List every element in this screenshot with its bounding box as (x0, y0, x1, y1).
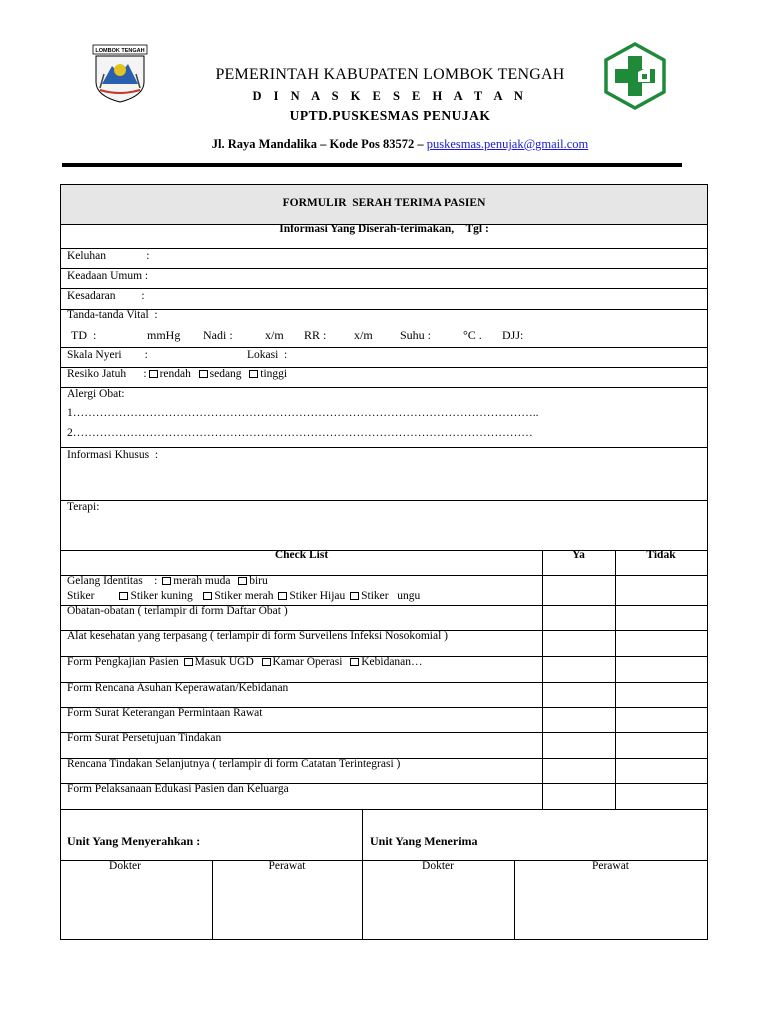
vital-xm-rr: x/m (354, 328, 373, 342)
form-title: FORMULIR SERAH TERIMA PASIEN (282, 197, 486, 209)
col-divider (615, 550, 616, 809)
option-kamar-operasi: Kamar Operasi (272, 656, 343, 668)
option-rendah: rendah (159, 368, 191, 380)
divider (61, 447, 707, 448)
checklist-item-pengkajian (67, 656, 423, 668)
stiker-row (67, 590, 420, 602)
handover-form (60, 184, 708, 940)
checkbox[interactable] (278, 592, 287, 600)
keadaan-umum-label: Keadaan Umum : (67, 270, 149, 282)
sign-perawat-menerima: Perawat (591, 860, 630, 872)
checklist-item-alat: Alat kesehatan yang terpasang ( terlampir di form Surveilens Infeksi Nosokomial ) (67, 630, 448, 642)
checklist-item-edukasi: Form Pelaksanaan Edukasi Pasien dan Keluarga (67, 783, 289, 795)
divider (61, 248, 707, 249)
divider (61, 387, 707, 388)
option-merah-muda: merah muda (173, 575, 231, 587)
vital-td: TD : (71, 328, 97, 342)
informasi-khusus-label: Informasi Khusus : (67, 449, 159, 461)
lokasi-label: Lokasi : (247, 349, 288, 361)
keluhan-label: Keluhan : (67, 250, 150, 262)
checkbox[interactable] (238, 577, 247, 585)
checklist-item-obat: Obatan-obatan ( terlampir di form Daftar Obat ) (67, 605, 288, 617)
pengkajian-label: Form Pengkajian Pasien (67, 656, 179, 668)
vital-suhu: Suhu : (400, 328, 432, 342)
resiko-jatuh-label: Resiko Jatuh (67, 368, 127, 380)
vital-nadi: Nadi : (203, 328, 233, 342)
col-ya: Ya (572, 549, 585, 561)
sign-perawat-menyerahkan: Perawat (268, 860, 306, 872)
col-divider (212, 860, 213, 940)
svg-text:LOMBOK TENGAH: LOMBOK TENGAH (95, 48, 145, 54)
checkbox[interactable] (249, 370, 258, 378)
address-line (90, 137, 710, 152)
checklist-item-persetujuan: Form Surat Persetujuan Tindakan (67, 732, 222, 744)
option-sedang: sedang (209, 368, 242, 380)
col-divider (514, 860, 515, 940)
unit-title: UPTD.PUSKESMAS PENUJAK (289, 108, 491, 123)
checkbox[interactable] (350, 592, 359, 600)
alergi-line-1[interactable]: 1………………………………………………………………………………………………………….. (67, 407, 539, 419)
alergi-line-2[interactable]: 2………………………………………………………………………………………………………… (67, 427, 533, 439)
email-link[interactable]: puskesmas.penujak@gmail.com (426, 137, 589, 151)
header-divider (62, 163, 682, 167)
option-stiker-merah: Stiker merah (214, 590, 274, 602)
checklist-item-rencana-tindakan: Rencana Tindakan Selanjutnya ( terlampir di form Catatan Terintegrasi ) (67, 758, 401, 770)
option-stiker-kuning: Stiker kuning (130, 590, 193, 602)
department-title: D I N A S K E S E H A T A N (252, 89, 528, 103)
option-masuk-ugd: Masuk UGD (194, 656, 254, 668)
option-tinggi: tinggi (260, 368, 288, 380)
col-divider (362, 809, 363, 940)
skala-nyeri-label: Skala Nyeri : (67, 349, 148, 361)
checkbox[interactable] (149, 370, 158, 378)
government-title: PEMERINTAH KABUPATEN LOMBOK TENGAH (215, 66, 565, 83)
puskesmas-logo (602, 42, 668, 110)
checkbox[interactable] (184, 658, 193, 666)
info-header: Informasi Yang Diserah-terimakan, Tgl : (279, 223, 489, 235)
vital-xm-nadi: x/m (265, 328, 284, 342)
vital-celsius: °C . (463, 328, 482, 342)
sign-dokter-menerima: Dokter (422, 860, 454, 872)
checkbox[interactable] (350, 658, 359, 666)
checkbox[interactable] (199, 370, 208, 378)
unit-menerima-label: Unit Yang Menerima (370, 834, 478, 848)
option-stiker-hijau: Stiker Hijau (289, 590, 346, 602)
divider (61, 268, 707, 269)
alergi-label: Alergi Obat: (67, 388, 125, 400)
divider (61, 288, 707, 289)
divider (61, 347, 707, 348)
divider (61, 809, 707, 810)
district-logo (92, 44, 148, 104)
stiker-label: Stiker (67, 590, 95, 602)
vital-rr: RR : (304, 328, 327, 342)
divider (61, 500, 707, 501)
option-biru: biru (249, 575, 268, 587)
terapi-label: Terapi: (67, 501, 100, 513)
vital-djj: DJJ: (502, 328, 524, 342)
checkbox[interactable] (119, 592, 128, 600)
checkbox[interactable] (203, 592, 212, 600)
col-tidak: Tidak (646, 549, 676, 561)
tanda-vital-label: Tanda-tanda Vital : (67, 309, 158, 321)
checkbox[interactable] (262, 658, 271, 666)
sign-dokter-menyerahkan: Dokter (109, 860, 141, 872)
checklist-header: Check List (274, 549, 329, 561)
address-text: Jl. Raya Mandalika – Kode Pos 83572 – (211, 137, 424, 151)
checkbox[interactable] (162, 577, 171, 585)
checklist-item-surat-rawat: Form Surat Keterangan Permintaan Rawat (67, 707, 263, 719)
resiko-jatuh-row: Resiko Jatuh : rendah sedang tinggi (67, 368, 288, 380)
unit-menyerahkan-label: Unit Yang Menyerahkan : (67, 834, 201, 848)
kesadaran-label: Kesadaran : (67, 290, 145, 302)
gelang-row (67, 575, 268, 587)
gelang-label: Gelang Identitas : (67, 575, 158, 587)
option-kebidanan: Kebidanan… (361, 656, 423, 668)
col-divider (542, 550, 543, 809)
checklist-item-rencana-asuhan: Form Rencana Asuhan Keperawatan/Kebidanan (67, 682, 289, 694)
vital-mmhg: mmHg (147, 328, 181, 342)
option-stiker-ungu: Stiker ungu (361, 590, 421, 602)
divider (61, 309, 707, 310)
